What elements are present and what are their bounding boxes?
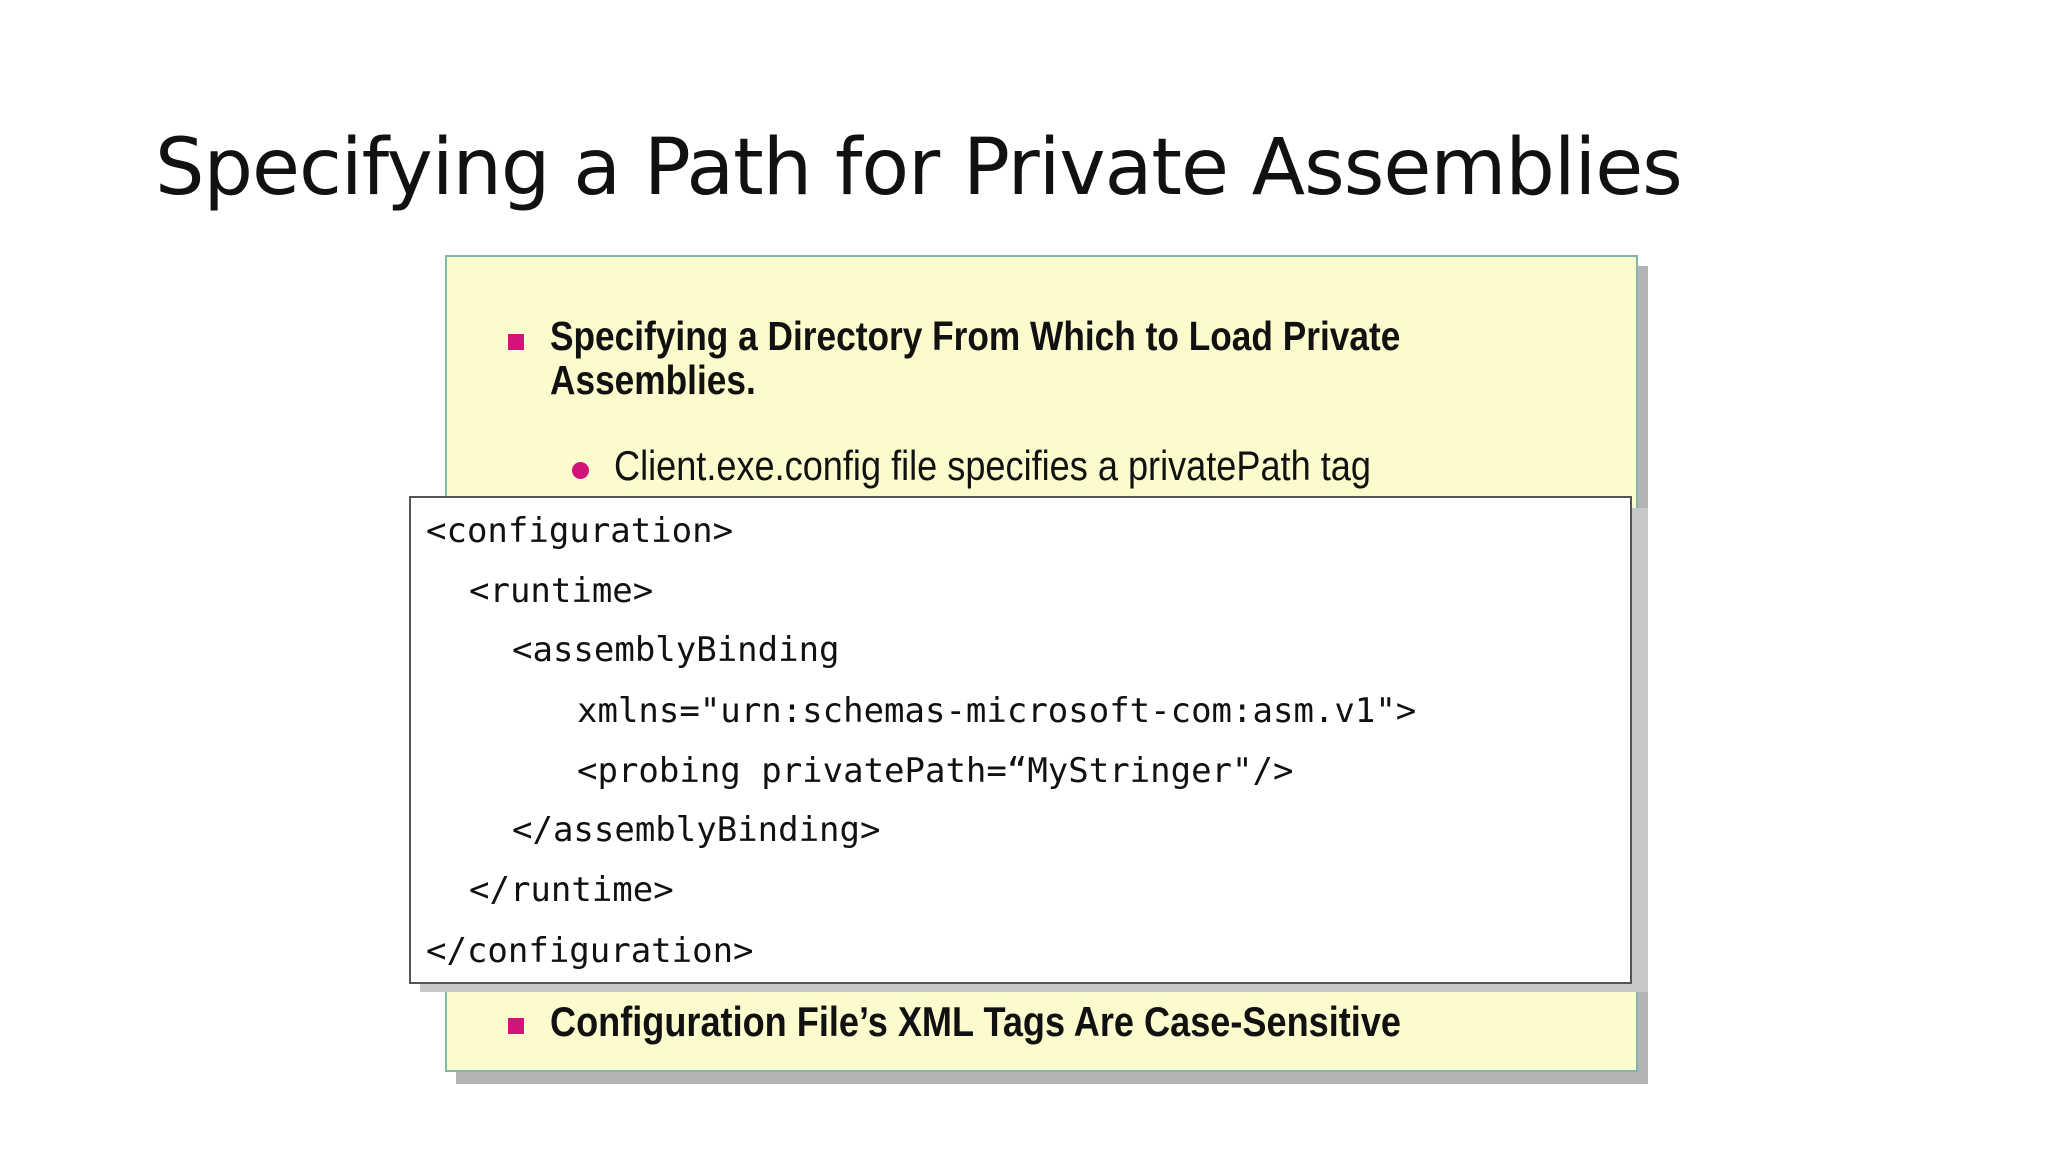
code-line-5: <probing privatePath=“MyStringer"/>: [577, 751, 1294, 791]
bullet-directory-heading: [550, 314, 1453, 402]
code-line-7: </runtime>: [469, 870, 674, 910]
sub-bullet-private-path: Client.exe.config file specifies a privatePath tag: [614, 442, 1371, 489]
code-line-2: <runtime>: [469, 571, 654, 611]
bullet-directory-line-1: Specifying a Directory From Which to Load Private: [550, 313, 1401, 359]
code-line-8: </configuration>: [426, 931, 754, 971]
code-line-4: xmlns="urn:schemas-microsoft-com:asm.v1">: [577, 691, 1417, 731]
square-bullet-icon: [508, 1018, 524, 1034]
bullet-case-sensitive: Configuration File’s XML Tags Are Case-Sensitive: [550, 998, 1402, 1045]
square-bullet-icon: [508, 334, 524, 350]
code-line-6: </assemblyBinding>: [512, 810, 881, 850]
slide-title: Specifying a Path for Private Assemblies: [155, 123, 1682, 213]
code-line-3: <assemblyBinding: [512, 630, 840, 670]
code-line-1: <configuration>: [426, 511, 734, 551]
round-bullet-icon: [572, 462, 589, 479]
code-box: [409, 496, 1632, 984]
bullet-directory-line-2: Assemblies.: [550, 357, 756, 403]
